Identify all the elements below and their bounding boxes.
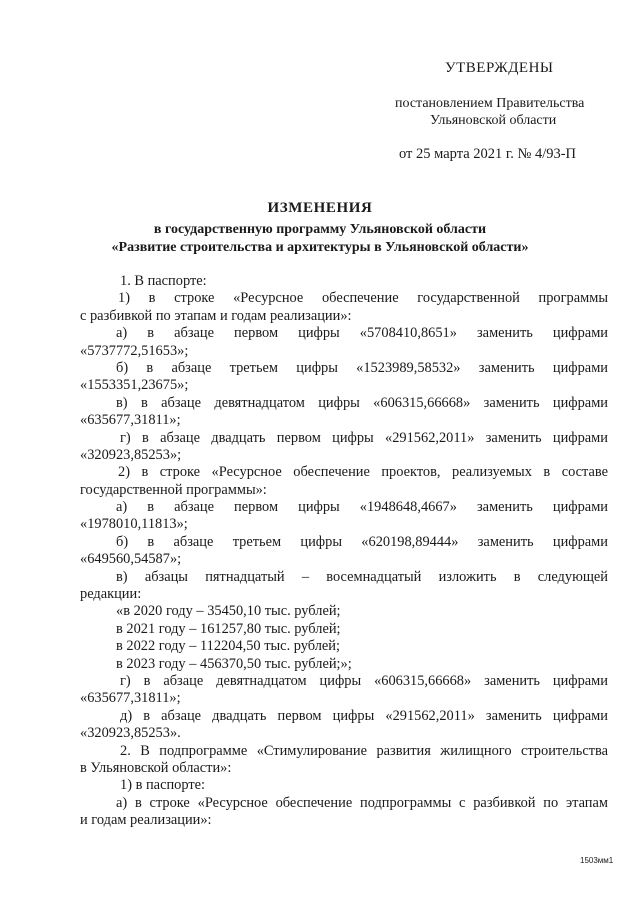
document-subtitle-2: «Развитие строительства и архитектуры в Ульяновской области» xyxy=(111,240,529,255)
paragraph-line: «1553351,23675»; xyxy=(80,377,189,394)
paragraph-line: в 2022 году – 112204,50 тыс. рублей; xyxy=(116,638,341,655)
decree-line-1: постановлением Правительства xyxy=(395,96,585,111)
document-body xyxy=(80,273,608,830)
document-title: ИЗМЕНЕНИЯ xyxy=(267,200,373,216)
document-code: 1503мм1 xyxy=(580,856,614,865)
paragraph-line: г) в абзаце девятнадцатом цифры «606315,66668» заменить цифрами xyxy=(120,672,608,689)
paragraph-line: в 2021 году – 161257,80 тыс. рублей; xyxy=(116,620,341,637)
paragraph-line: «635677,31811»; xyxy=(80,412,181,429)
paragraph-line: в) абзацы пятнадцатый – восемнадцатый изложить в следующей xyxy=(116,568,608,585)
document-subtitle-1: в государственную программу Ульяновской области xyxy=(153,222,487,237)
paragraph-line: б) в абзаце третьем цифры «1523989,58532» заменить цифрами xyxy=(116,359,608,376)
approval-stamp: УТВЕРЖДЕНЫ xyxy=(445,60,554,76)
paragraph-line: 1) в строке «Ресурсное обеспечение государственной программы xyxy=(118,290,608,307)
paragraph-line: 1. В паспорте: xyxy=(120,273,207,289)
decree-line-2: Ульяновской области xyxy=(430,113,557,128)
paragraph-line: с разбивкой по этапам и годам реализации»: xyxy=(80,307,352,324)
paragraph-line: 1) в паспорте: xyxy=(120,777,206,794)
paragraph-line: «1978010,11813»; xyxy=(80,516,188,533)
paragraph-line: «320923,85253». xyxy=(80,725,181,742)
paragraph-line: и годам реализации»: xyxy=(80,812,212,829)
paragraph-line: в 2023 году – 456370,50 тыс. рублей;»; xyxy=(116,655,352,672)
paragraph-line: «635677,31811»; xyxy=(80,690,181,707)
paragraph-line: а) в строке «Ресурсное обеспечение подпрограммы с разбивкой по этапам xyxy=(116,794,608,811)
paragraph-line: в Ульяновской области»: xyxy=(80,759,232,776)
paragraph-line: «320923,85253»; xyxy=(80,446,182,463)
decree-date: от 25 марта 2021 г. № 4/93-П xyxy=(399,146,577,162)
paragraph-line: в) в абзаце девятнадцатом цифры «606315,66668» заменить цифрами xyxy=(116,394,608,411)
paragraph-line: а) в абзаце первом цифры «5708410,8651» заменить цифрами xyxy=(116,325,608,342)
paragraph-line: редакции: xyxy=(80,586,142,603)
paragraph-line: г) в абзаце двадцать первом цифры «291562,2011» заменить цифрами xyxy=(120,429,608,446)
paragraph-line: «5737772,51653»; xyxy=(80,342,189,359)
paragraph-line: б) в абзаце третьем цифры «620198,89444» заменить цифрами xyxy=(116,533,608,550)
paragraph-line: «649560,54587»; xyxy=(80,551,182,568)
paragraph-line: 2) в строке «Ресурсное обеспечение проектов, реализуемых в составе xyxy=(118,464,608,481)
paragraph-line: а) в абзаце первом цифры «1948648,4667» заменить цифрами xyxy=(116,499,608,516)
paragraph-line: 2. В подпрограмме «Стимулирование развития жилищного строительства xyxy=(120,742,608,759)
paragraph-line: д) в абзаце двадцать первом цифры «291562,2011» заменить цифрами xyxy=(120,707,608,724)
paragraph-line: «в 2020 году – 35450,10 тыс. рублей; xyxy=(116,603,341,620)
paragraph-line: государственной программы»: xyxy=(80,481,267,498)
